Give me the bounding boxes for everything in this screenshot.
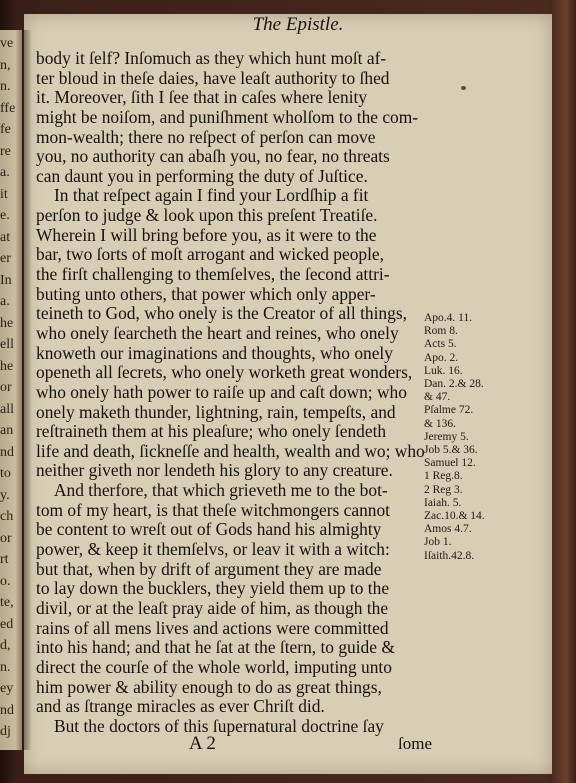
text-line: him power & ability enough to do as great things,	[36, 676, 382, 697]
margin-note: Iſaith.42.8.	[424, 549, 475, 562]
margin-note: 1 Reg.8.	[424, 470, 463, 483]
facing-page-fragment: re	[0, 143, 11, 159]
facing-page-fragment: ed	[0, 616, 14, 632]
facing-page-fragment: In	[0, 272, 12, 288]
margin-note: Zac.10.& 14.	[424, 510, 485, 523]
facing-page-edge	[0, 30, 22, 750]
gutter-shadow	[22, 30, 32, 750]
facing-page-fragment: it	[0, 186, 8, 202]
facing-page-fragment: ch	[0, 509, 14, 524]
margin-note: Acts 5.	[424, 338, 457, 351]
text-line: reſtraineth them at his pleaſure; who onely ſendeth	[36, 421, 387, 442]
facing-page-fragment: er	[0, 251, 11, 266]
text-line: knoweth our imaginations and thoughts, who onely	[36, 342, 393, 363]
margin-notes	[424, 312, 524, 563]
right-page-edge	[552, 0, 576, 783]
text-line: rains of all mens lives and actions were committed	[36, 617, 389, 638]
margin-note: & 136.	[424, 417, 456, 430]
margin-note: & 47.	[424, 391, 451, 404]
facing-page-fragment: d,	[0, 638, 11, 653]
facing-page-fragment: ve	[0, 36, 14, 51]
text-line: tom of my heart, is that theſe witchmongers cannot	[36, 499, 391, 520]
body-text	[36, 48, 425, 736]
facing-page-fragment: or	[0, 530, 12, 546]
margin-note: Pſalme 72.	[424, 404, 474, 417]
text-line: life and death, ſickneſſe and health, wealth and wo; who	[36, 440, 425, 461]
margin-note: Apo.4. 11.	[424, 312, 473, 324]
text-line: perſon to judge & look upon this preſent Treatiſe.	[36, 205, 378, 226]
facing-page-fragment: rt	[0, 552, 9, 567]
margin-note: Iaiah. 5.	[424, 496, 462, 509]
facing-page-fragment: o.	[0, 573, 11, 589]
facing-page-fragment: n,	[0, 57, 11, 73]
text-line: to lay down the bucklers, they yield them up to the	[36, 578, 390, 599]
text-line: be content to wreſt out of Gods hand his almighty	[36, 519, 382, 540]
facing-page-fragment: ell	[0, 337, 14, 352]
margin-note: Samuel 12.	[424, 457, 476, 470]
text-line: buting unto others, that power which only apper-	[36, 283, 376, 304]
facing-page-fragment: he	[0, 315, 14, 331]
text-line: into his hand; and that he ſat at the ſtern, to guide &	[36, 637, 395, 658]
text-line: But the doctors of this ſupernatural doctrine ſay	[54, 715, 384, 736]
facing-page-fragment: e.	[0, 208, 10, 223]
facing-page-fragment: nd	[0, 444, 14, 460]
text-line: who onely ſearcheth the heart and reines, who onely	[36, 322, 399, 343]
text-line: Wherein I will bring before you, as it were to the	[36, 224, 377, 245]
text-line: might be noiſom, and puniſhment wholſom to the com-	[36, 106, 419, 127]
margin-note: Jeremy 5.	[424, 430, 469, 443]
facing-page-fragment: te,	[0, 595, 14, 610]
facing-page-fragment: all	[0, 401, 14, 417]
text-line: And therfore, that which grieveth me to the bot-	[54, 480, 388, 501]
text-line: body it ſelf? Inſomuch as they which hunt moſt af-	[36, 48, 387, 68]
running-title: The Epistle.	[252, 14, 344, 35]
text-line: neither giveth nor lendeth his glory to any creature.	[36, 460, 393, 481]
text-line: the firſt challenging to themſelves, the ſecond attri-	[36, 264, 390, 285]
margin-note: 2 Reg 3.	[424, 483, 463, 496]
text-line: and as ſtrange miracles as ever Chriſt did.	[36, 696, 325, 717]
facing-page-fragment: a.	[0, 294, 10, 309]
text-line: can daunt you in performing the duty of Juſtice.	[36, 165, 368, 186]
text-line: divil, or at the leaſt pray aide of him, as though the	[36, 597, 389, 618]
text-line: onely maketh thunder, lightning, rain, tempeſts, and	[36, 401, 396, 422]
margin-note: Job 5.& 36.	[424, 444, 478, 457]
text-line: mon-wealth; there no reſpect of perſon can move	[36, 126, 376, 147]
margin-note: Dan. 2.& 28.	[424, 378, 484, 391]
facing-page-fragment: or	[0, 380, 12, 395]
facing-page-fragment: to	[0, 466, 11, 481]
text-line: you, no authority can abaſh you, no fear, no threats	[36, 146, 390, 167]
catchword: ſome	[398, 734, 432, 753]
text-line: bar, two ſorts of moſt arrogant and wicked people,	[36, 244, 384, 265]
facing-page-fragment: an	[0, 423, 14, 438]
text-line: teineth to God, who onely is the Creator of all things,	[36, 303, 407, 324]
text-line: ter bloud in theſe daies, have leaſt authority to ſhed	[36, 67, 390, 88]
margin-note: Amos 4.7.	[424, 523, 472, 536]
facing-page-fragment: n.	[0, 79, 11, 94]
facing-page-fragment: ey	[0, 681, 14, 696]
ink-speck	[461, 86, 466, 90]
text-line: power, & keep it themſelvs, or leav it with a witch:	[36, 539, 390, 560]
text-line: openeth all ſecrets, who onely worketh great wonders,	[36, 362, 413, 383]
facing-page-fragment: at	[0, 229, 11, 245]
text-line: direct the courſe of the whole world, imputing unto	[36, 656, 392, 677]
facing-page-fragment: nd	[0, 702, 14, 718]
facing-page-fragment: ffe	[0, 100, 16, 116]
text-line: but that, when by drift of argument they are made	[36, 558, 382, 579]
facing-page-fragment: n.	[0, 659, 11, 675]
text-line: In that reſpect again I find your Lordſhip a fit	[54, 185, 369, 206]
facing-page-fragment: y.	[0, 487, 10, 503]
facing-page-fragment: he	[0, 358, 14, 374]
facing-page-fragment: a.	[0, 165, 10, 180]
margin-note: Rom 8.	[424, 325, 458, 338]
margin-note: Luk. 16.	[424, 364, 463, 377]
margin-note: Apo. 2.	[424, 351, 459, 364]
facing-page-fragment: dj	[0, 724, 11, 739]
text-line: it. Moreover, ſith I ſee that in caſes where lenity	[36, 87, 368, 108]
facing-page-fragment: fe	[0, 122, 11, 137]
signature-mark: A 2	[189, 733, 216, 754]
text-line: who onely hath power to raiſe up and caſt down; who	[36, 381, 407, 402]
margin-note: Job 1.	[424, 536, 452, 549]
